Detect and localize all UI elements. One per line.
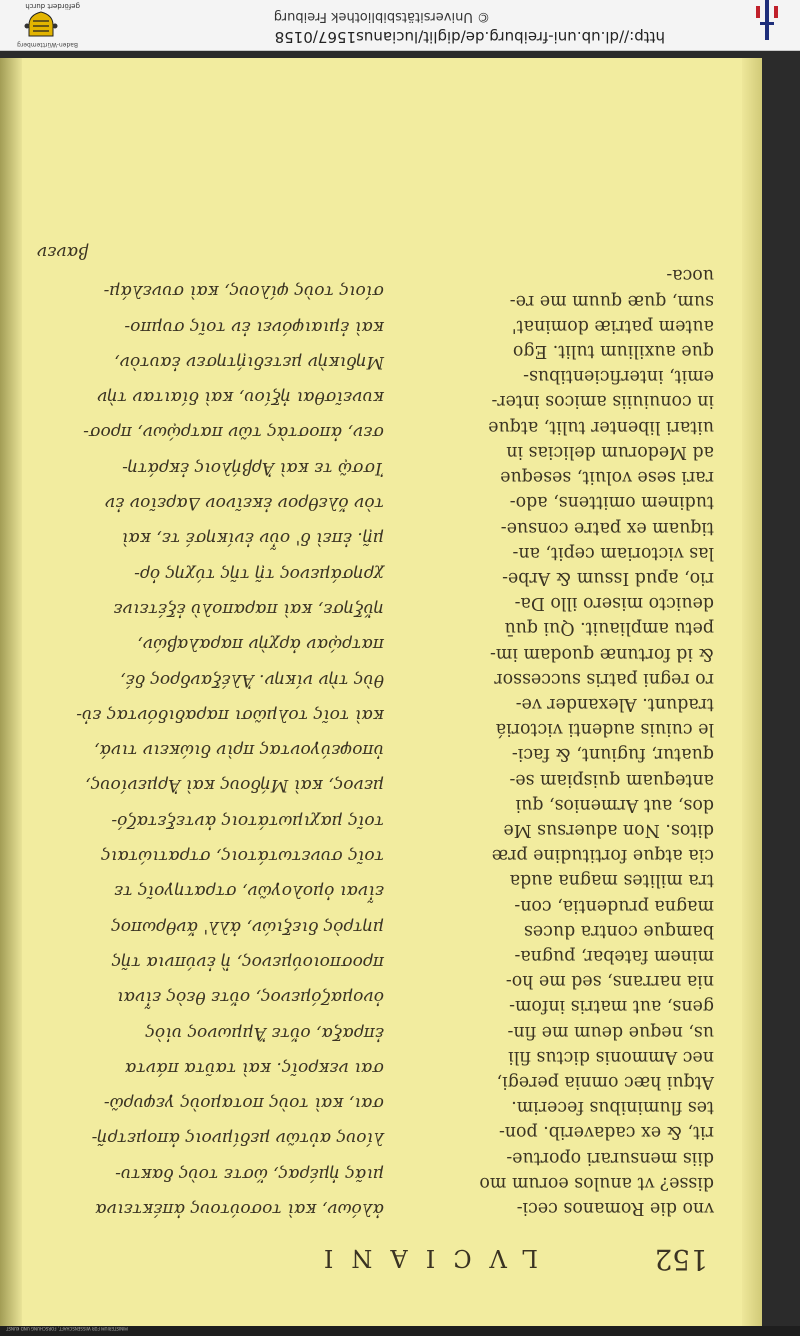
footer-text: MINISTERIUM FÜR WISSENSCHAFT, FORSCHUNG UND KUNST (6, 1326, 128, 1331)
latin-line: tiquam ex patre consue- (500, 517, 714, 538)
greek-line: Μηδικὴν μετεδιῄτησεν ἑαυτὸν, (114, 351, 384, 372)
greek-line: καὶ ἐμιαιφόνει ἐν τοῖς συμπο- (124, 316, 384, 337)
page-number: 152 (654, 1243, 708, 1276)
copyright-notice: © Universitätsbibliothek Freiburg (273, 9, 490, 24)
greek-line: τοῖς μαχιμωτάτοις ἀντεξεταζό- (111, 810, 384, 831)
latin-line: & id fortunæ quodam im- (490, 643, 714, 664)
logo-text-top: Baden-Württemberg (17, 41, 78, 48)
latin-line: ditos. Non aduersus Me (503, 819, 714, 840)
latin-line: sum, quæ quum me re- (509, 290, 714, 311)
coat-of-arms-icon (24, 11, 58, 39)
greek-line: ἐπραξα, οὔτε Ἄμμωνος υἱὸς (145, 1022, 384, 1043)
latin-line: rit, & ex cadaverib. pon- (498, 1122, 714, 1143)
greek-line: προσποιούμενος, ἢ ἐνύπνια τῆς (111, 951, 384, 972)
latin-line: nia narrans, sed me ho- (505, 971, 714, 992)
running-head: LVCIANI (305, 1244, 538, 1272)
latin-line: cia atque fortitudine præ (491, 845, 714, 866)
latin-line: dos, aut Armenios, qui (515, 794, 714, 815)
latin-line: autem patriæ dominat' (511, 315, 714, 336)
latin-line: uoca- (666, 265, 714, 286)
latin-line: in conuiuiis amicos inter- (491, 391, 714, 412)
scan-footer (0, 1326, 800, 1336)
greek-line: Ἰσσῷ τε καὶ Ἀρβήλοις ἐκράτη- (122, 457, 384, 478)
latin-line: que auxilium tulit. Ego (512, 341, 714, 362)
greek-column (44, 273, 384, 1226)
greek-line: σαι νεκροῖς. καὶ ταῦτα πάντα (124, 1057, 384, 1078)
funder-logo (0, 0, 84, 50)
greek-line: καὶ τοῖς τολμῶσι παραδιδόντας εὐ- (76, 704, 384, 725)
latin-line: rio, apud Issum & Arbe- (502, 567, 714, 588)
greek-line: μενος, καὶ Μήδους καὶ Ἀρμενίους, (85, 775, 384, 796)
latin-line: diis mensurari oportue- (506, 1147, 714, 1168)
latin-line: minem fatebar, pugna- (514, 945, 714, 966)
logo-text-bottom: gefördert durch (25, 2, 80, 10)
latin-line: petu ampliauit. Qui quū (504, 618, 714, 639)
latin-line: antequam quispiam se- (509, 769, 714, 790)
latin-line: las victoriam cepit, an- (512, 542, 714, 563)
source-url[interactable]: http://dl.ub.uni-freiburg.de/diglit/lucianus1567/0158 (274, 28, 665, 46)
latin-line: ad Medorum delicias in (506, 441, 714, 462)
greek-line: ηὔξησε, καὶ παραπολὺ ἐξέτεινε (113, 598, 384, 619)
latin-line: bamque contra duces (523, 920, 714, 941)
latin-line: le cuiuis audenti victoriá (495, 719, 714, 740)
flag-cross-icon (754, 0, 780, 40)
greek-line: κυνεῖσθαι ἠξίου, καὶ δίαιταν τὴν (97, 387, 384, 408)
latin-line: disse? vt anulos eorum mo (479, 1172, 714, 1193)
banner-flipped (0, 0, 800, 50)
greek-line: μιᾶς ἡμέρας, ὥστε τοὺς δακτυ- (115, 1163, 384, 1184)
greek-line: ὀνομαζόμενος, οὔτε θεὸς εἶναι (116, 987, 384, 1008)
latin-line: deuicto misero illo Da- (514, 593, 714, 614)
latin-line: tudinem omittens, ado- (509, 492, 714, 513)
latin-line: nec Ammonis dictus fili (508, 1046, 714, 1067)
greek-line: σίοις τοὺς φίλους, καὶ συνελάμ- (103, 281, 384, 302)
greek-catchword: βανεν (36, 242, 88, 262)
greek-line: ἀλόων, καὶ τοσούτους ἀπέκτεινα (95, 1199, 384, 1219)
greek-line: χρησάμενος τῇ τῆς τύχης ὁρ- (134, 563, 384, 584)
latin-line: Atqui hæc omnia peregi, (496, 1071, 714, 1092)
latin-column (444, 262, 714, 1220)
greek-line: ὑποφεύγοντας πρὶν διώκειν τινά, (94, 740, 384, 761)
latin-line: gens, aut matris infom- (509, 996, 714, 1017)
viewer-banner (0, 0, 800, 51)
latin-line: magna prudentia, con- (514, 895, 714, 916)
greek-line: σεν, ἀποστὰς τῶν πατρῴων, προσ- (83, 422, 384, 443)
page-content-flipped (0, 58, 762, 1326)
latin-line: ro regni patris successor (494, 668, 714, 689)
latin-line: emit, interficientibus- (523, 366, 714, 387)
greek-line: εἶναι ὁμολογῶν, στρατηγοῖς τε (114, 881, 384, 902)
greek-line: λίους αὐτῶν μεδίμνοις ἀπομετρῆ- (91, 1128, 384, 1149)
latin-line: tra milites magna auda (509, 870, 714, 891)
greek-line: σαι, καὶ τοὺς ποταμοὺς γεφυρῶ- (103, 1093, 384, 1114)
latin-line: rari sese voluit, seseque (500, 467, 714, 488)
latin-line: tes fluminibus fecerim. (511, 1097, 714, 1118)
greek-line: μῇ. ἐπεὶ δ' οὖν ἐνίκησέ τε, καὶ (121, 528, 384, 549)
latin-line: us, neque deum me fin- (507, 1021, 714, 1042)
latin-line: quatur, fugiunt, & faci- (511, 744, 714, 765)
latin-line: uitari libenter tulit, atque (488, 416, 714, 437)
greek-line: τοῖς συνετωτάτοις, στρατιώταις (101, 846, 384, 867)
greek-line: μητρὸς διεξιών, ἀλλ' ἄνθρωπος (111, 916, 384, 937)
latin-line: vno die Romanos ceci- (516, 1198, 714, 1218)
greek-line: θὺς τὴν νίκην. Ἀλέξανδρος δέ, (120, 669, 384, 690)
greek-line: πατρῴαν ἀρχὴν παραλαβών, (137, 634, 384, 655)
greek-line: τὸν ὄλεθρον ἐκεῖνον Δαρεῖον ἐν (104, 493, 384, 514)
page-header (108, 1236, 708, 1276)
latin-line: tradunt. Alexander ve- (515, 693, 714, 714)
